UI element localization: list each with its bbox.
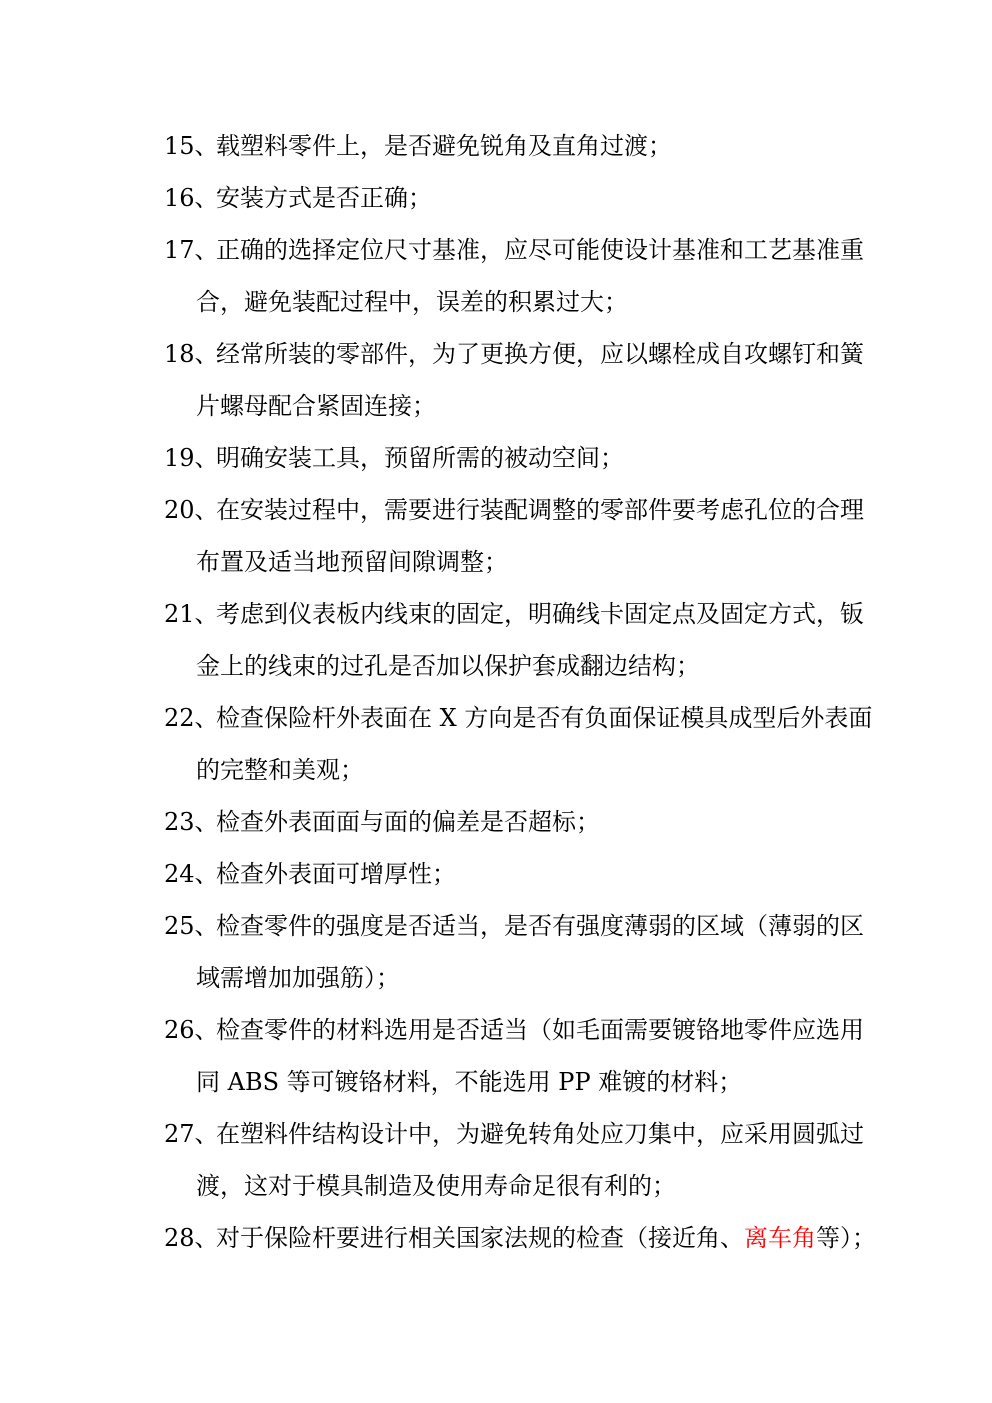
item-text: 明确安装工具，预留所需的被动空间； [216,444,624,472]
list-item [164,1108,864,1212]
item-number: 16、 [164,184,219,212]
item-number: 17、 [164,236,219,264]
item-continuation: 合，避免装配过程中，误差的积累过大； [196,288,628,316]
item-text: 检查零件的材料选用是否适当（如毛面需要镀铬地零件应选用 [216,1016,864,1044]
item-text: 检查保险杆外表面在 X 方向是否有负面保证模具成型后外表面 [216,704,873,732]
item-number: 23、 [164,808,219,836]
item-line [164,1212,876,1264]
item-number: 19、 [164,444,219,472]
item-text: 检查外表面面与面的偏差是否超标； [216,808,600,836]
item-continuation: 金上的线束的过孔是否加以保护套成翻边结构； [196,652,700,680]
list-item [164,120,864,172]
item-text: 安装方式是否正确； [216,184,432,212]
list-item [164,588,864,692]
item-text: 检查零件的强度是否适当，是否有强度薄弱的区域（薄弱的区 [216,912,864,940]
item-line [164,1004,864,1056]
item-number: 22、 [164,704,219,732]
item-line [164,848,864,900]
item-continuation: 布置及适当地预留间隙调整； [196,548,508,576]
highlighted-text: 离车角 [744,1224,816,1252]
item-continuation: 同 ABS 等可镀铬材料，不能选用 PP 难镀的材料； [196,1068,743,1096]
item-continuation: 片螺母配合紧固连接； [196,392,436,420]
list-item [164,900,864,1004]
list-item [164,692,873,796]
item-line [164,432,864,484]
item-line [164,172,864,224]
item-continuation: 的完整和美观； [196,756,364,784]
list-item [164,1004,864,1108]
item-number: 28、 [164,1224,219,1252]
list-item [164,224,864,328]
item-text-end: 等）； [816,1224,876,1252]
item-number: 18、 [164,340,219,368]
item-line [164,692,873,744]
list-item [164,432,864,484]
list-item [164,172,864,224]
item-text: 载塑料零件上，是否避免锐角及直角过渡； [216,132,672,160]
item-line [164,588,864,640]
item-text: 在塑料件结构设计中，为避免转角处应刀集中，应采用圆弧过 [216,1120,864,1148]
item-text: 检查外表面可增厚性； [216,860,456,888]
item-continuation: 渡，这对于模具制造及使用寿命足很有利的； [196,1172,676,1200]
list-item [164,796,864,848]
checklist [164,120,876,1264]
item-line [164,484,864,536]
item-line [164,900,864,952]
item-number: 25、 [164,912,219,940]
item-line [164,1108,864,1160]
item-line [164,120,864,172]
item-continuation: 域需增加加强筋）； [196,964,400,992]
item-text: 经常所装的零部件，为了更换方便，应以螺栓成自攻螺钉和簧 [216,340,864,368]
item-number: 15、 [164,132,219,160]
item-text: 正确的选择定位尺寸基准，应尽可能使设计基准和工艺基准重 [216,236,864,264]
item-line [164,328,864,380]
item-number: 20、 [164,496,219,524]
item-text: 对于保险杆要进行相关国家法规的检查（接近角、 [216,1224,744,1252]
item-number: 27、 [164,1120,219,1148]
list-item [164,848,864,900]
list-item [164,328,864,432]
item-line [164,224,864,276]
list-item [164,484,864,588]
item-line [164,796,864,848]
item-number: 24、 [164,860,219,888]
item-number: 26、 [164,1016,219,1044]
item-number: 21、 [164,600,219,628]
item-text: 在安装过程中，需要进行装配调整的零部件要考虑孔位的合理 [216,496,864,524]
list-item [164,1212,876,1264]
item-text: 考虑到仪表板内线束的固定，明确线卡固定点及固定方式，钣 [216,600,864,628]
